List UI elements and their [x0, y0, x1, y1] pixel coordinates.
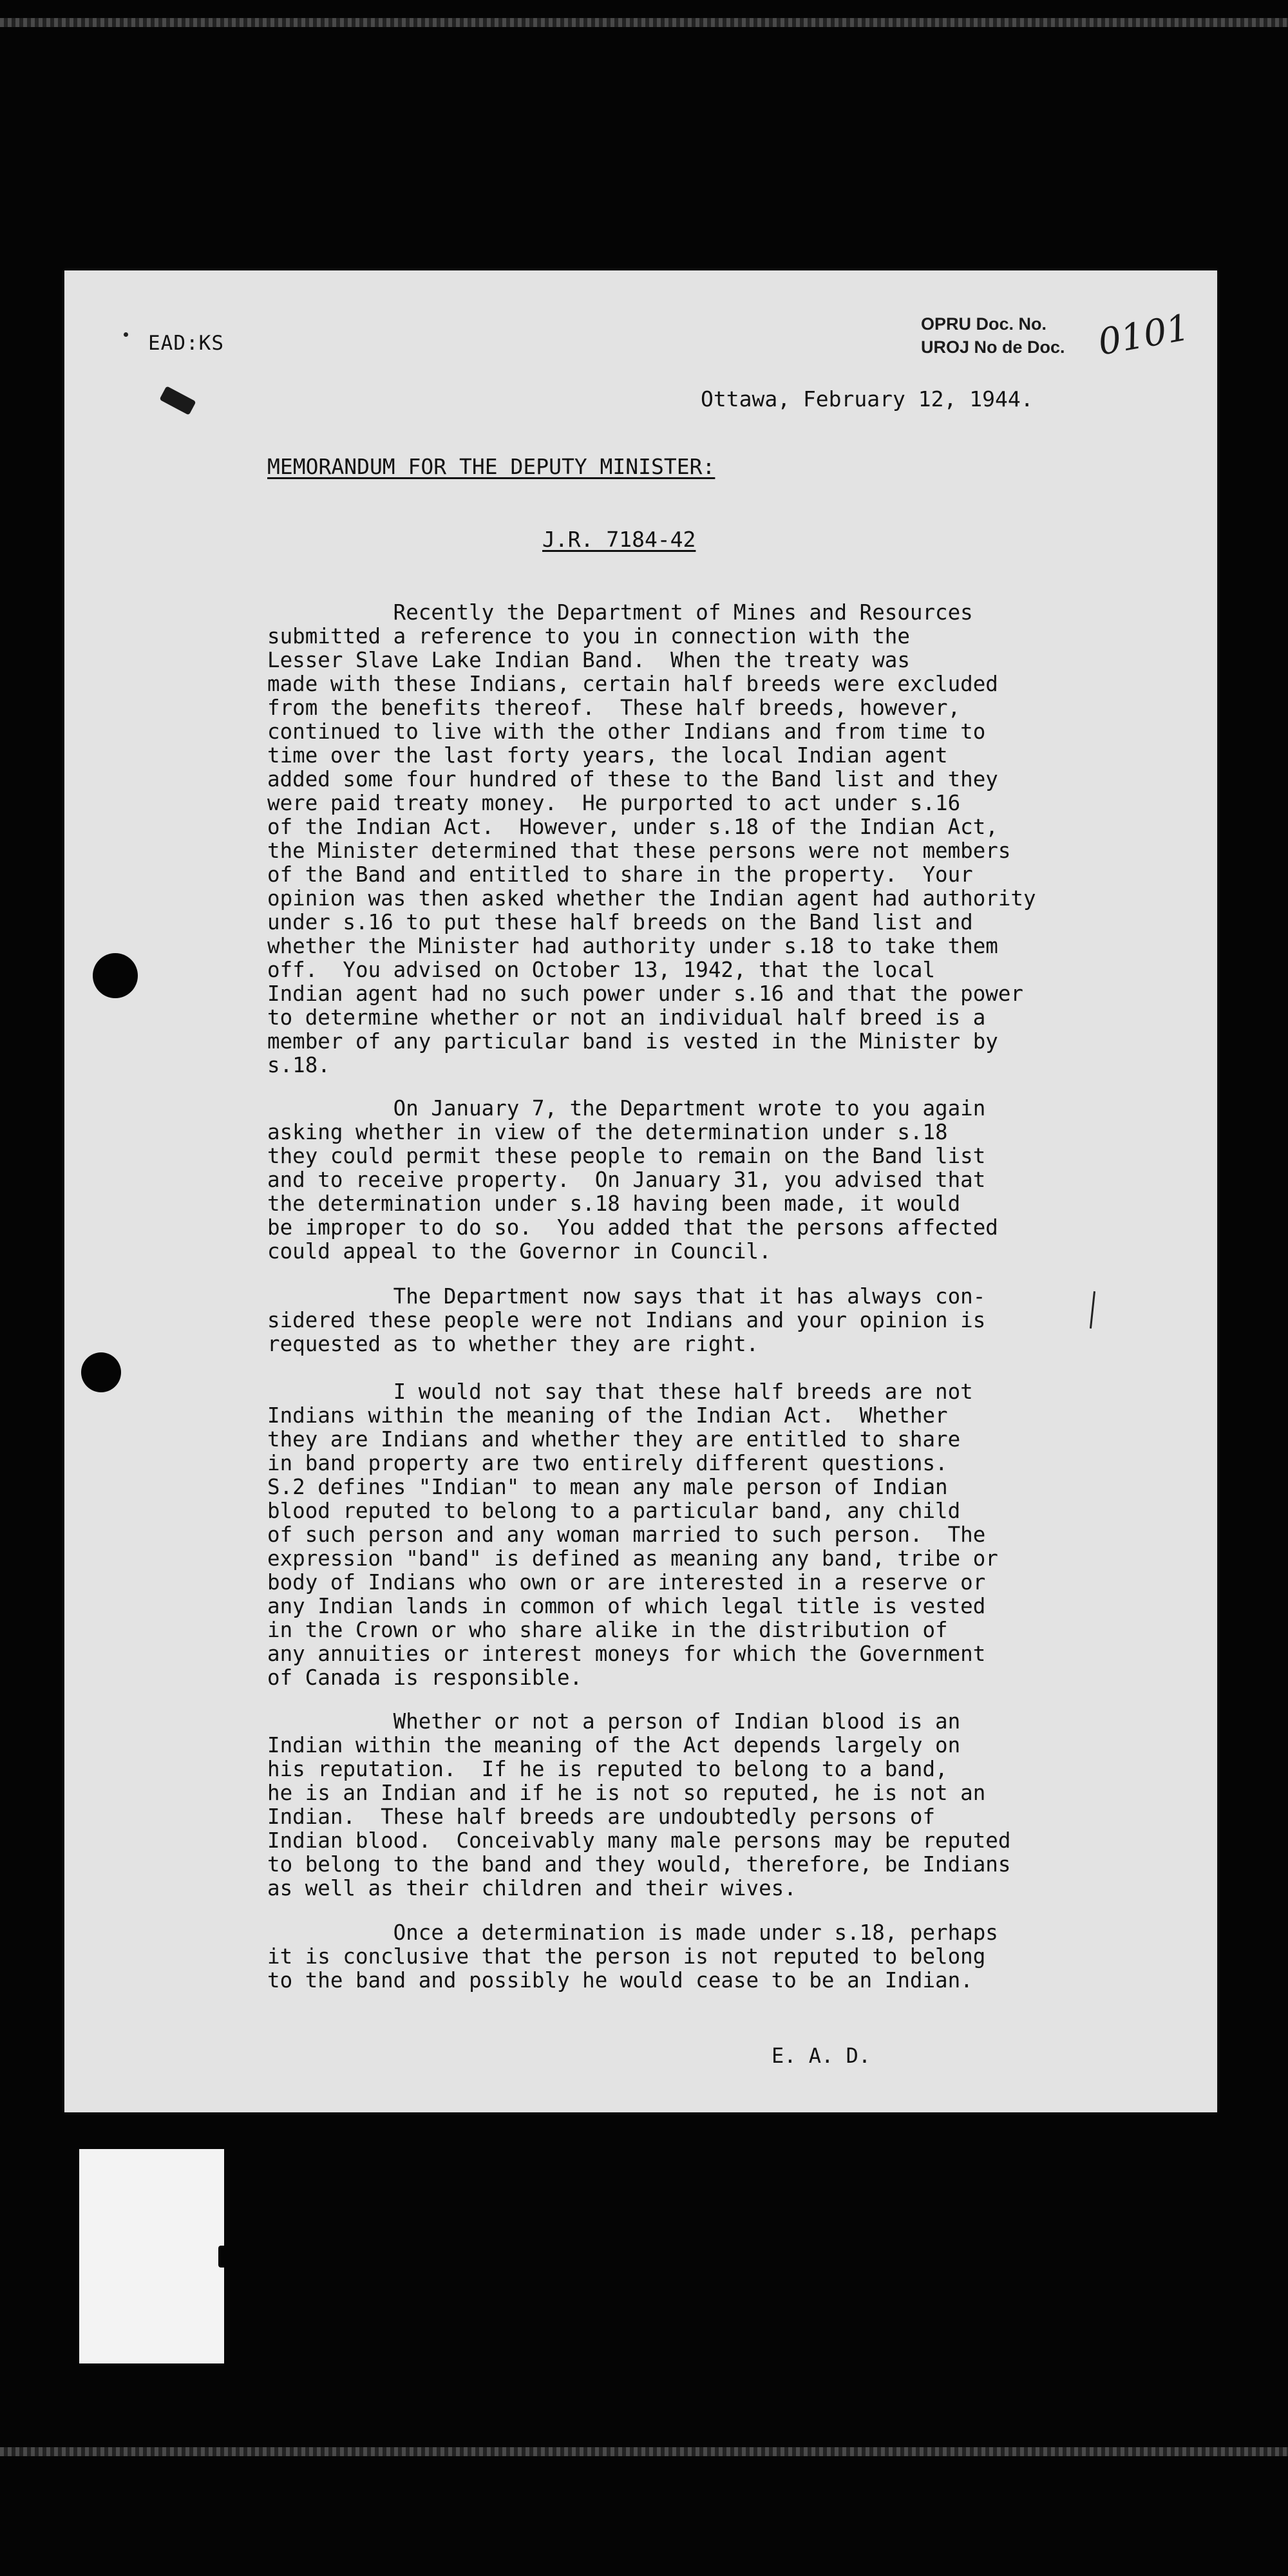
punch-hole-lower [81, 1352, 121, 1392]
paragraph-2: On January 7, the Department wrote to you again asking whether in view of the determination under s.18 they could permit these people to remain on the Band list and to receive property. On January 31, you advised that the determination under s.18 having been made, it would be improper to do so. You added that the persons affected could appeal to the Governor in Council. [267, 1096, 998, 1264]
memo-page [64, 270, 1217, 2112]
file-reference: EAD:KS [148, 332, 224, 355]
paragraph-1: Recently the Department of Mines and Resources submitted a reference to you in connection with the Lesser Slave Lake Indian Band. When the treaty was made with these Indians, certain half breeds were excluded from the benefits thereof. These half breeds, however, continued to live with the other Indians and from time to time over the last forty years, the local Indian agent added some four hundred of these to the Band list and they were paid treaty money. He purported to act under s.16 of the Indian Act. However, under s.18 of the Indian Act, the Minister determined that these persons were not members of the Band and entitled to share in the property. Your opinion was then asked whether the Indian agent had authority under s.16 to put these half breeds on the Band list and whether the Minister had authority under s.18 to take them off. You advised on October 13, 1942, that the local Indian agent had no such power under s.16 and that the power to determine whether or not an individual half breed is a member of any particular band is vested in the Minister by s.18. [267, 600, 1036, 1077]
film-edge-top [0, 18, 1288, 27]
date-line: Ottawa, February 12, 1944. [701, 386, 1034, 412]
staple-mark [159, 386, 196, 415]
stamp-line-2: UROJ No de Doc. [921, 337, 1065, 357]
ink-dot [124, 332, 128, 337]
margin-mark [1090, 1291, 1095, 1329]
signature-initials: E. A. D. [772, 2043, 871, 2068]
paragraph-6: Once a determination is made under s.18, perhaps it is conclusive that the person is not reputed to belong to the band and possibly he would cease to be an Indian. [267, 1920, 998, 1993]
paragraph-4: I would not say that these half breeds are not Indians within the meaning of the Indian Act. Whether they are Indians and whether they are entitled to share in band property are two entirely different questions. S.2 defines "Indian" to mean any male person of Indian blood reputed to belong to a particular band, any child of such person and any woman married to such person. The expression "band" is defined as meaning any band, tribe or body of Indians who own or are interested in a reserve or any Indian lands in common of which legal title is vested in the Crown or who share alike in the distribution of any annuities or interest moneys for which the Government of Canada is responsible. [267, 1379, 998, 1690]
file-number: J.R. 7184-42 [542, 527, 696, 552]
punch-hole-upper [93, 953, 138, 998]
slip-notch [218, 2246, 224, 2268]
memo-heading: MEMORANDUM FOR THE DEPUTY MINISTER: [267, 454, 715, 479]
index-slip [79, 2149, 224, 2363]
document-stamp [921, 312, 1065, 359]
paragraph-3: The Department now says that it has always con- sidered these people were not Indians and your opinion is requested as to whether they are right. [267, 1284, 986, 1356]
handwritten-document-number: 0101 [1095, 307, 1193, 364]
film-edge-bottom [0, 2447, 1288, 2456]
stamp-line-1: OPRU Doc. No. [921, 314, 1047, 334]
paragraph-5: Whether or not a person of Indian blood is an Indian within the meaning of the Act depends largely on his reputation. If he is reputed to belong to a band, he is an Indian and if he is not so reputed, he is not an Indian. These half breeds are undoubtedly persons of Indian blood. Conceivably many male persons may be reputed to belong to the band and they would, therefore, be Indians as well as their children and their wives. [267, 1709, 1011, 1900]
